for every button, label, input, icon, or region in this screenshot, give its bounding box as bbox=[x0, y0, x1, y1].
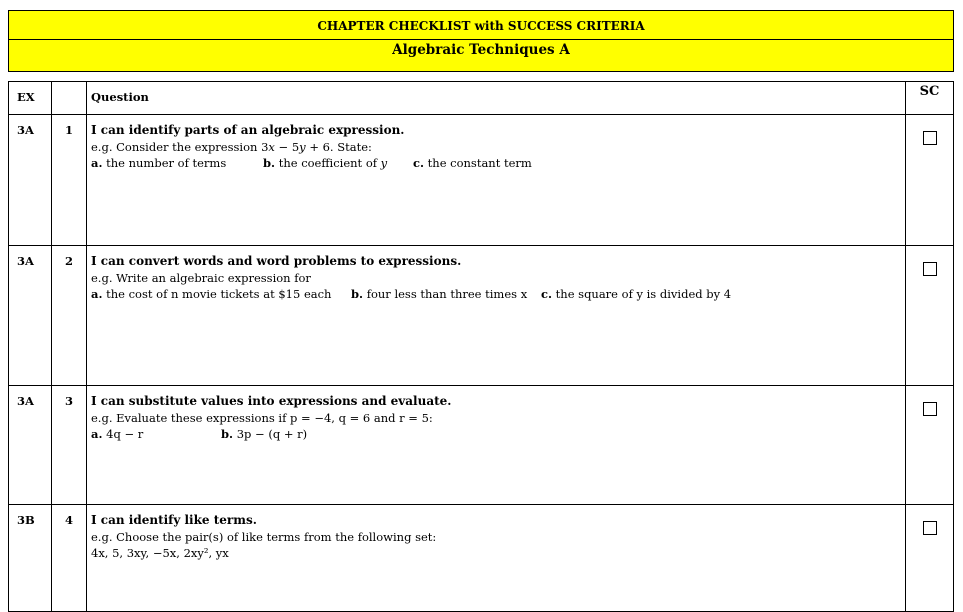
checklist-title: CHAPTER CHECKLIST with SUCCESS CRITERIA bbox=[8, 10, 954, 40]
column-header-number bbox=[52, 82, 87, 115]
row-ex: 3B bbox=[9, 505, 52, 612]
success-checkbox[interactable] bbox=[923, 402, 937, 416]
example-text: e.g. Consider the expression 3x − 5y + 6. State: bbox=[91, 140, 372, 154]
row-number: 3 bbox=[52, 386, 87, 505]
success-criteria-cell bbox=[906, 505, 954, 612]
table-header-row bbox=[9, 82, 954, 115]
criterion-title: I can identify parts of an algebraic expression. bbox=[91, 123, 405, 137]
row-question bbox=[87, 115, 906, 246]
table-row bbox=[9, 115, 954, 246]
example-parts: a. the cost of n movie tickets at $15 each b. four less than three times x c. the square of y is divided by 4 bbox=[91, 287, 732, 301]
table-row bbox=[9, 246, 954, 386]
row-ex: 3A bbox=[9, 246, 52, 386]
example-parts: a. the number of terms b. the coefficient of y c. the constant term bbox=[91, 156, 532, 170]
row-question bbox=[87, 386, 906, 505]
example-text: e.g. Evaluate these expressions if p = −4, q = 6 and r = 5: bbox=[91, 411, 433, 425]
row-number: 2 bbox=[52, 246, 87, 386]
success-criteria-cell bbox=[906, 115, 954, 246]
row-ex: 3A bbox=[9, 115, 52, 246]
column-header-ex: EX bbox=[9, 82, 52, 115]
checklist-sheet bbox=[8, 10, 954, 612]
criterion-title: I can identify like terms. bbox=[91, 513, 257, 527]
row-question bbox=[87, 505, 906, 612]
example-text: e.g. Write an algebraic expression for bbox=[91, 271, 311, 285]
row-number: 4 bbox=[52, 505, 87, 612]
row-ex: 3A bbox=[9, 386, 52, 505]
table-row bbox=[9, 386, 954, 505]
column-header-question: Question bbox=[87, 82, 906, 115]
row-number: 1 bbox=[52, 115, 87, 246]
like-terms-set: 4x, 5, 3xy, −5x, 2xy², yx bbox=[91, 546, 229, 560]
column-header-sc: SC bbox=[906, 82, 954, 115]
example-text: e.g. Choose the pair(s) of like terms from the following set: bbox=[91, 530, 437, 544]
row-question bbox=[87, 246, 906, 386]
success-criteria-cell bbox=[906, 386, 954, 505]
criterion-title: I can convert words and word problems to expressions. bbox=[91, 254, 462, 268]
checklist-table bbox=[8, 81, 954, 612]
example-parts: a. 4q − r b. 3p − (q + r) bbox=[91, 427, 308, 441]
checklist-subtitle: Algebraic Techniques A bbox=[8, 40, 954, 72]
success-checkbox[interactable] bbox=[923, 521, 937, 535]
table-row bbox=[9, 505, 954, 612]
success-checkbox[interactable] bbox=[923, 131, 937, 145]
criterion-title: I can substitute values into expressions and evaluate. bbox=[91, 394, 452, 408]
success-criteria-cell bbox=[906, 246, 954, 386]
success-checkbox[interactable] bbox=[923, 262, 937, 276]
